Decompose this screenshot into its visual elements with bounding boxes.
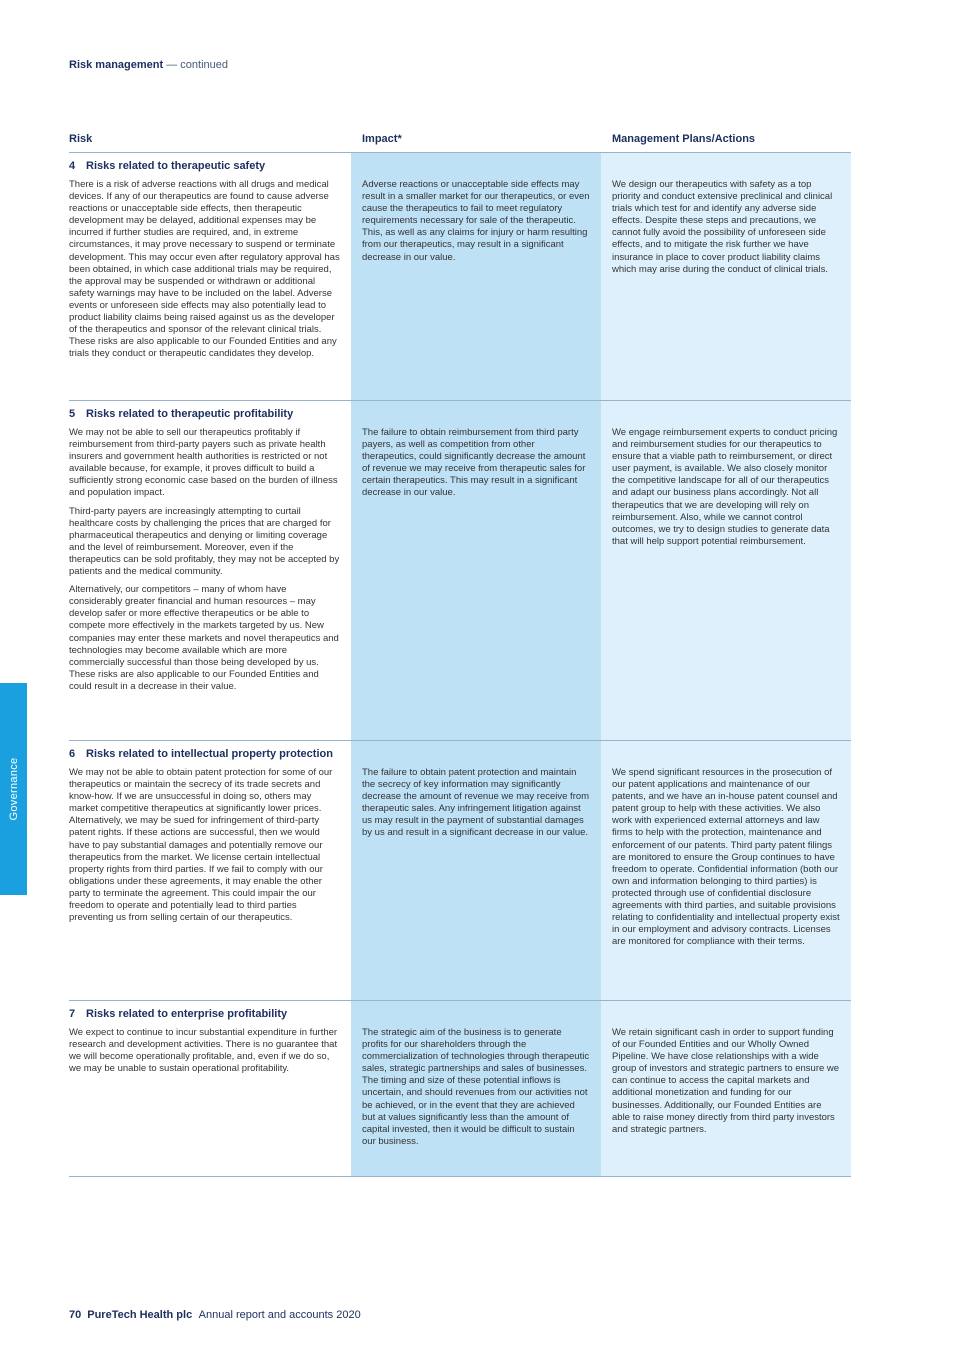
page-footer bbox=[69, 1309, 361, 1321]
section-side-tab bbox=[0, 683, 27, 895]
header-divider bbox=[69, 152, 851, 153]
header-section: Risk management bbox=[69, 59, 164, 71]
risk-title bbox=[69, 408, 293, 420]
footer-document: Annual report and accounts 2020 bbox=[198, 1309, 361, 1321]
management-text: We engage reimbursement experts to conduct pricing and reimbursement studies for our therapeutics to ensure that a viable path to reimbursement, or direct user payment, is available. We also closely monitor the competitive landscape for all of our therapeutics and adapt our business plans accordingly. Not all therapeutics that we are developing will rely on reimbursement. Also, while we cannot control outcomes, we try to design studies to generate data that will help support potential reimbursement. bbox=[612, 427, 838, 547]
risk-paragraph: We may not be able to sell our therapeutics profitably if reimbursement from third-party payers such as private health insurers and government health authorities is restricted or not available because, for example, it proves difficult to build a sufficiently strong economic case based on the burden of illness and population impact. bbox=[69, 427, 338, 499]
column-header-impact: Impact* bbox=[362, 133, 402, 145]
risk-number: 4 bbox=[69, 160, 76, 172]
footer-company: PureTech Health plc bbox=[87, 1309, 193, 1321]
risk-title bbox=[69, 160, 265, 172]
risk-description bbox=[69, 427, 341, 699]
risk-paragraph: There is a risk of adverse reactions with all drugs and medical devices. If any of our therapeutics are found to cause adverse reactions or unacceptable side effects, then therapeutic development may be delayed, additional expenses may be incurred if further studies are required, and, in extreme circumstances, it may prove necessary to suspend or terminate development. This may occur even after regulatory approval has been obtained, in which case additional trials may be required, the approval may be suspended or withdrawn or additional safety warnings may have to be included on the label. Adverse events or unforeseen side effects may also potentially lead to product liability claims being raised against us as the developer of the therapeutics and sponsor of the relevant clinical trials. These risks are also applicable to our Founded Entities and any trials they conduct or therapeutic candidates they develop. bbox=[69, 179, 340, 360]
impact-text: The strategic aim of the business is to generate profits for our shareholders through the commercialization of technologies through therapeutic sales, strategic partnerships and sales of businesses. The timing and size of these potential inflows is uncertain, and should revenues from our activities not be achieved, or in the event that they are achieved but at values significantly less than the amount of capital invested, then it would be difficult to sustain our business. bbox=[362, 1027, 590, 1147]
header-suffix: — continued bbox=[166, 59, 228, 71]
risk-paragraph: We may not be able to obtain patent protection for some of our therapeutics or maintain the secrecy of its trade secrets and know-how. If we are unsuccessful in doing so, others may market competitive therapeutics at significantly lower prices. Alternatively, we may be sued for infringement of third-party patent rights. If these actions are successful, then we would have to pay substantial damages and potentially remove our therapeutics from the market. We license certain intellectual property rights from third parties. If we fail to comply with our obligations under these agreements, it may enable the other party to terminate the agreement. This could impair the our freedom to operate and potentially lead to third parties preventing us from selling certain of our therapeutics. bbox=[69, 767, 333, 924]
management-column-background bbox=[601, 153, 851, 1176]
risk-description bbox=[69, 179, 341, 366]
impact-text: The failure to obtain patent protection and maintain the secrecy of key information may significantly decrease the amount of revenue we may receive from therapeutic sales. Any infringement litigation against us may result in the payment of substantial damages by us and result in a significant decrease in our value. bbox=[362, 767, 590, 839]
side-tab-label: Governance bbox=[7, 757, 20, 821]
row-divider bbox=[69, 740, 851, 741]
risk-paragraph: Alternatively, our competitors – many of whom have considerably greater financial and human resources – may develop safer or more effective therapeutics or be able to compete more effectively in the markets targeted by us. New companies may enter these markets and novel therapeutics and technologies may become available which are more commercially successful than those being developed by us. These risks are also applicable to our Founded Entities and could result in a decrease in their value. bbox=[69, 584, 339, 692]
impact-text: The failure to obtain reimbursement from third party payers, as well as competition from other therapeutics, could significantly decrease the amount of revenue we may receive from therapeutic sales for certain therapeutics. This may result in a significant decrease in our value. bbox=[362, 427, 586, 499]
risk-description bbox=[69, 767, 341, 930]
risk-title bbox=[69, 748, 333, 760]
running-header bbox=[69, 59, 228, 71]
page-number: 70 bbox=[69, 1309, 82, 1321]
impact-text: Adverse reactions or unacceptable side effects may result in a smaller market for our therapeutics, or even cause the therapeutics to fail to meet regulatory requirements necessary for sale of the therapeutic. This, as well as any claims for injury or harm resulting from our therapeutics, may result in a significant decrease in our value. bbox=[362, 179, 590, 263]
management-text: We retain significant cash in order to support funding of our Founded Entities and our Wholly Owned Pipeline. We have close relationships with a wide group of investors and strategic partners to ensure we can continue to access the capital markets and additional monetization and funding for our businesses. Additionally, our Founded Entities are able to raise money directly from third party investors and strategic partners. bbox=[612, 1027, 840, 1135]
risk-paragraph: We expect to continue to incur substantial expenditure in further research and development activities. There is no guarantee that we will become operationally profitable, and, even if we do so, we may be unable to sustain operational profitability. bbox=[69, 1027, 338, 1075]
row-divider bbox=[69, 400, 851, 401]
risk-title bbox=[69, 1008, 287, 1020]
risk-number: 6 bbox=[69, 748, 76, 760]
management-text: We spend significant resources in the prosecution of our patent applications and maintenance of our patents, and we have an in-house patent counsel and patent group to help with these activities. We also work with experienced external attorneys and law firms to help with the protection, maintenance and enforcement of our patents. Third party patent filings are monitored to ensure the Group continues to have freedom to operate. Confidential information (both our own and information belonging to third parties) is protected through use of confidential disclosure agreements with third parties, and suitable provisions relating to confidentiality and intellectual property exist in our employment and advisory contracts. Licenses are monitored for compliance with their terms. bbox=[612, 767, 840, 948]
risk-description bbox=[69, 1027, 341, 1081]
risk-title-text: Risks related to therapeutic profitability bbox=[86, 408, 294, 420]
risk-number: 7 bbox=[69, 1008, 76, 1020]
management-text: We design our therapeutics with safety as a top priority and conduct extensive preclinical and clinical trials which test for and identify any adverse side effects. Despite these steps and precautions, we cannot fully avoid the possibility of unforeseen side effects, and to mitigate the risk further we have insurance in place to cover product liability claims which may arise during the conduct of clinical trials. bbox=[612, 179, 833, 275]
column-header-management: Management Plans/Actions bbox=[612, 133, 756, 145]
row-divider bbox=[69, 1000, 851, 1001]
risk-number: 5 bbox=[69, 408, 76, 420]
risk-title-text: Risks related to therapeutic safety bbox=[86, 160, 266, 172]
table-bottom-divider bbox=[69, 1176, 851, 1177]
risk-title-text: Risks related to enterprise profitability bbox=[86, 1008, 288, 1020]
risk-title-text: Risks related to intellectual property protection bbox=[86, 748, 333, 760]
risk-paragraph: Third-party payers are increasingly attempting to curtail healthcare costs by challenging the prices that are charged for pharmaceutical therapeutics and denying or limiting coverage and the level of reimbursement. Moreover, even if the therapeutics can be sold profitably, they may not be accepted by patients and the medical community. bbox=[69, 505, 340, 578]
column-header-risk: Risk bbox=[69, 133, 93, 145]
impact-column-background bbox=[351, 153, 601, 1176]
